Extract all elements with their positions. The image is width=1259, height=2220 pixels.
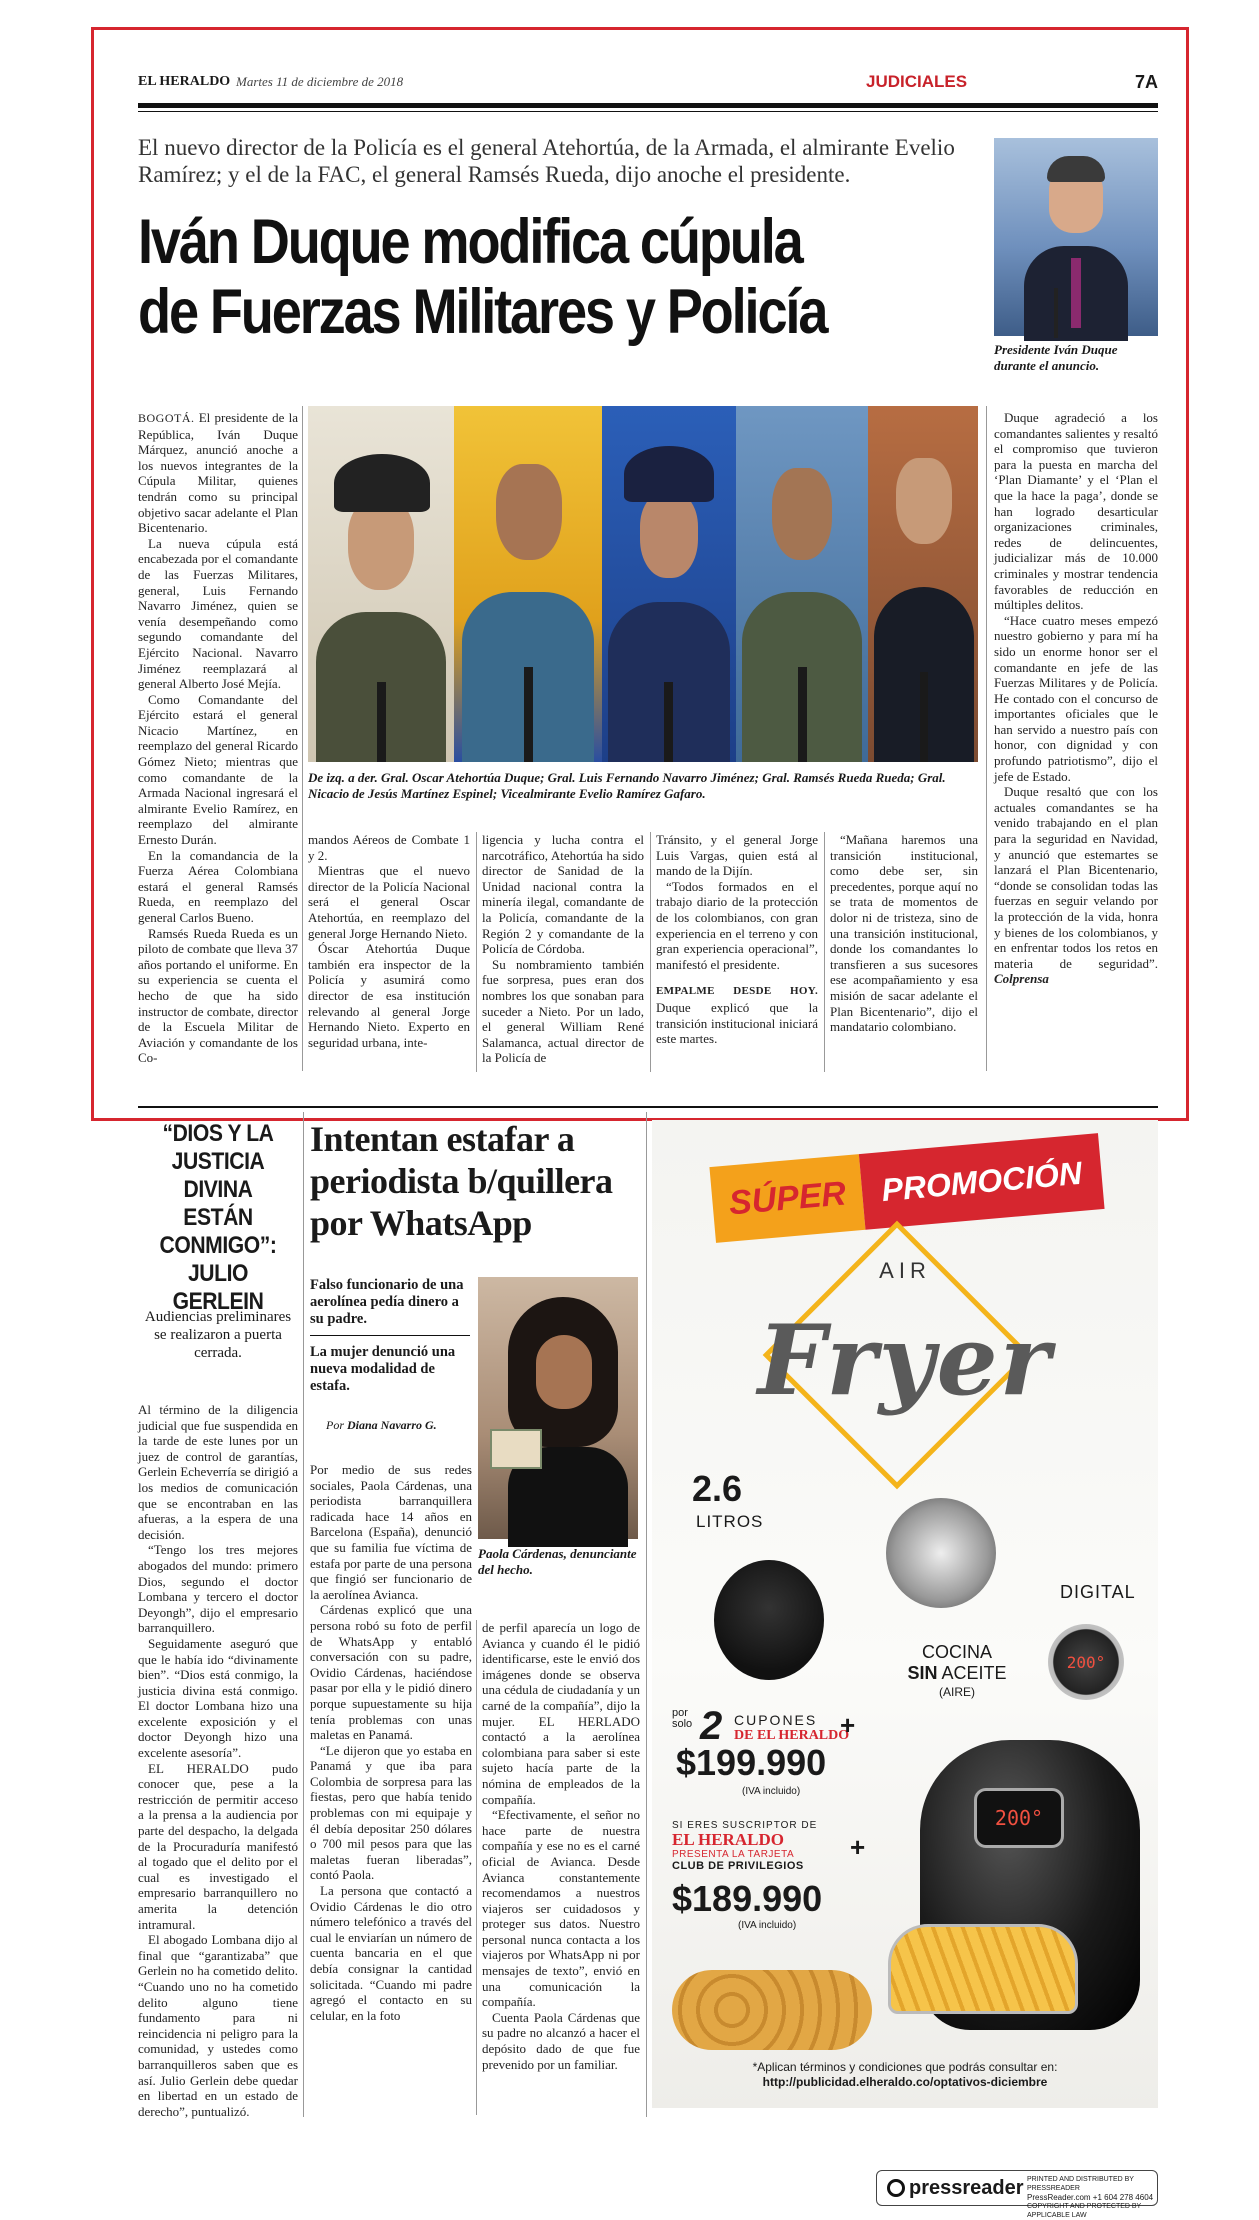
- paragraph: “Todos formados en el trabajo diario de la protección de los colombianos, con gran experiencia en el terreno y con gran experiencia operacional”, manifestó el presidente.: [656, 878, 818, 972]
- aceite-word: ACEITE: [941, 1663, 1007, 1683]
- pressreader-line: PRINTED AND DISTRIBUTED BY PRESSREADER: [1027, 2176, 1134, 2192]
- paragraph: Seguidamente aseguró que que le había ido “divinamente bien”. “Dios está conmigo, la justicia divina está conmigo. El doctor Lombana hizo una excelente exposición y el doctor Deyongh hizo una excelente asesoría”.: [138, 1635, 298, 1761]
- main-deck: El nuevo director de la Policía es el general Atehortúa, de la Armada, el almirante Evelio Ramírez; y el de la FAC, el general Ramsés Rueda, dijo anoche el presidente.: [138, 135, 955, 187]
- paper-name: EL HERALDO: [138, 74, 231, 89]
- president-photo-caption: Presidente Iván Duque durante el anuncio.: [994, 342, 1118, 373]
- coupon-offer: [672, 1704, 912, 1797]
- subscriber-offer: [672, 1820, 912, 1931]
- de-el-heraldo: DE EL HERALDO: [734, 1728, 850, 1743]
- por-word: por: [672, 1707, 688, 1719]
- estafa-deck: [310, 1277, 470, 1395]
- cocina-label: [882, 1642, 1032, 1700]
- aire-word: (AIRE): [939, 1685, 975, 1699]
- paragraph: Cuenta Paola Cárdenas que su padre no alcanzó a hacer el depósito dado de que fue prevenido por un familiar.: [482, 2009, 640, 2072]
- byline-prefix: Por: [326, 1418, 344, 1432]
- subscriber-line: SI ERES SUSCRIPTOR DE: [672, 1820, 818, 1831]
- paola-photo-caption: Paola Cárdenas, denunciante del hecho.: [478, 1546, 637, 1577]
- paragraph: mandos Aéreos de Combate 1 y 2.: [308, 832, 470, 863]
- iva-note: (IVA incluido): [742, 1786, 801, 1797]
- cocina-word: COCINA: [921, 1642, 992, 1662]
- paragraph: Cárdenas explicó que una persona robó su foto de perfil de WhatsApp y entabló conversación con su padre, Ovidio Cárdenas, haciéndose pasar por ella y le pidió dinero porque supuestamente su hija tenía problemas con unas maletas en Panamá.: [310, 1602, 472, 1743]
- club-line: CLUB DE PRIVILEGIOS: [672, 1860, 804, 1872]
- capacity-value: 2.6: [692, 1468, 743, 1509]
- section-name: JUDICIALES: [866, 72, 968, 91]
- estafa-headline: Intentan estafar a periodista b/quillera por WhatsApp: [310, 1119, 613, 1243]
- paragraph: Duque explicó que la transición institucional iniciará este martes.: [656, 999, 818, 1047]
- terms-link[interactable]: http://publicidad.elheraldo.co/optativos-diciembre: [762, 2075, 1048, 2089]
- column-rule: [303, 1112, 304, 2117]
- paragraph: Por medio de sus redes sociales, Paola Cárdenas, una periodista barranquillera radicada hace 14 años en Barcelona (España), denunció que su familia fue víctima de estafa por parte de una persona que fingió ser funcionario de la aerolínea Avianca.: [310, 1462, 472, 1602]
- pressreader-badge[interactable]: [876, 2170, 1158, 2219]
- paragraph: Su nombramiento también fue sorpresa, pues eran dos nombres los que sonaban para suceder a Nieto. Por un lado, el general William René Salamanca, actual director de la Policía de: [482, 956, 644, 1066]
- coupon-count: 2: [700, 1704, 723, 1748]
- pressreader-info: [1027, 2175, 1157, 2220]
- subhead: EMPALME DESDE HOY.: [656, 985, 818, 998]
- gerlein-deck: Audiencias preliminares se realizaron a puerta cerrada.: [144, 1309, 292, 1361]
- paragraph: La persona que contactó a Ovidio Cárdenas le dio otro número telefónico a través del cual le enviarían un número de cuenta bancaria en el que debía consignar la cantidad solicitada. “Cuando mi padre agregó el contacto en su celular, en la foto: [310, 1883, 472, 2023]
- paragraph: Mientras que el nuevo director de la Policía Nacional será el general Oscar Atehortúa, en reemplazo del general Jorge Hernando Nieto.: [308, 863, 470, 941]
- byline: [326, 1418, 476, 1433]
- headline-line-1: Iván Duque modifica cúpula: [138, 207, 802, 277]
- presenta-line: PRESENTA LA TARJETA: [672, 1849, 795, 1860]
- estafa-col-b: [482, 1620, 640, 2072]
- paragraph: ligencia y lucha contra el narcotráfico, Atehortúa ha sido director de Sanidad de la Unidad nacional contra la minería ilegal, comandante de la Policía, comandante de la Región 2 y comandante de la Policía de Córdoba.: [482, 832, 644, 957]
- paragraph: El abogado Lombana dijo al final que “garantizaba” que Gerlein no ha cometido delito. “Cuando uno no ha cometido delito alguno tiene fundamento para ni reincidencia ni peligro para la comunidad, y ustedes como barranquilleros saben que es así. Julio Gerlein debe quedar en libertad en un estado de derecho”, puntualizó.: [138, 1932, 298, 2119]
- signoff: Colprensa: [994, 971, 1049, 987]
- sin-word: SIN: [907, 1663, 938, 1683]
- price-subscriber: $189.990: [672, 1878, 823, 1919]
- fryer-screen: 200°: [974, 1788, 1064, 1848]
- paragraph: “Efectivamente, el señor no hace parte de nuestra compañía y ese no es el carné oficial de Avianca. Desde Avianca constantemente recomendamos a nuestros viajeros ser cuidadosos y proteger sus datos. Nuestro personal nunca contacta a los viajeros por WhatsApp ni por mensajes de texto”, envió en una comunicación la compañía.: [482, 1807, 640, 2010]
- terms-line: *Aplican términos y condiciones que podrás consultar en:: [752, 2060, 1058, 2074]
- highlight-frame: [91, 27, 1189, 1121]
- pressreader-line: COPYRIGHT AND PROTECTED BY APPLICABLE LAW: [1027, 2203, 1142, 2219]
- paragraph: Como Comandante del Ejército estará el general Nicacio Martínez, en reemplazo del general Ricardo Gómez Nieto; mientras que como comandante de la Armada Nacional ingresará el almirante Evelio Ramírez, en reemplazo del almirante Ernesto Durán.: [138, 691, 298, 848]
- page-number: 7A: [1134, 72, 1158, 92]
- section-divider: [138, 1106, 1158, 1108]
- paragraph: “Le dijeron que yo estaba en Panamá y que iba para Colombia de sorpresa para las fiestas, pero que había tenido problemas con mi equipaje y él debía depositar 250 dólares o 700 mil pesos para que las maletas fueran liberadas”, contó Paola.: [310, 1742, 472, 1883]
- headline-line-2: de Fuerzas Militares y Policía: [138, 277, 827, 347]
- paragraph: de perfil aparecía un logo de Avianca y cuando él le pidió identificarse, este le envió dos imágenes donde se observa una cédula de ciudadanía y un carné de la compañía”, dijo la mujer. EL HERLADO contactó a la aerolínea colombiana para saber si este sujeto hacía parte de la nómina de empleados de la compañía.: [482, 1620, 640, 1807]
- paola-photo: [478, 1277, 638, 1539]
- paragraph: Al término de la diligencia judicial que fue suspendida en la tarde de este lunes por un juez de control de garantías, Gerlein Echeverría se dirigió a los medios de comunicación que se encontraban en las afueras, a la espera de una decisión.: [138, 1402, 298, 1542]
- display-image: 200°: [1048, 1624, 1124, 1700]
- iva-note: (IVA incluido): [738, 1920, 797, 1931]
- dateline: BOGOTÁ.: [138, 411, 195, 425]
- basket-image: [714, 1560, 824, 1680]
- ad-air-label: AIR: [879, 1258, 931, 1283]
- plus-sign: +: [850, 1832, 866, 1862]
- el-heraldo-logo: EL HERALDO: [672, 1830, 784, 1849]
- pressreader-logo: [887, 2177, 1024, 2200]
- paragraph: “Mañana haremos una transición institucional, como debe ser, sin precedentes, porque aquí no se trata de momentos de dolor ni de tristeza, sino de una transición institucional, donde los comandantes lo transfieren a sus sucesores ese acompañamiento y esa misión de sacar adelante el Plan Bicentenario”, dijo el mandatario colombiano.: [830, 832, 978, 1035]
- handle-image: [886, 1498, 996, 1608]
- promo-left: SÚPER: [709, 1154, 865, 1243]
- paragraph: “Tengo los tres mejores abogados del mundo: primero Dios, segundo el doctor Lombana y tercero el doctor Deyongh”, dijo el empresario barranquillero.: [138, 1542, 298, 1636]
- paragraph: Duque agradeció a los comandantes salientes y resaltó el compromiso que tuvieron para la puesta en marcha del ‘Plan Diamante’ y el ‘Plan el que la hace la paga’, donde se han logrado desarticular organizaciones criminales, redes de delincuentes, judicializar más de 10.000 criminales y mostrar tendencia favorables de reducción en múltiples delitos.: [994, 410, 1158, 613]
- commanders-photo-caption: De izq. a der. Gral. Oscar Atehortúa Duque; Gral. Luis Fernando Navarro Jiménez; Gral. Ramsés Rueda Rueda; Gral. Nicacio de Jesús Martínez Espinel; Vicealmirante Evelio Ramírez Gafaro.: [308, 770, 946, 801]
- promo-banner: [709, 1133, 1104, 1243]
- gerlein-body: [138, 1402, 298, 2119]
- promo-right: PROMOCIÓN: [859, 1133, 1105, 1230]
- column-rule: [646, 1112, 647, 2117]
- pressreader-brand: pressreader: [909, 2177, 1024, 2199]
- deck-line: Falso funcionario de una aerolínea pedía dinero a su padre.: [310, 1277, 464, 1327]
- deck-line: La mujer denunció una nueva modalidad de estafa.: [310, 1344, 456, 1394]
- capacity-unit: LITROS: [696, 1512, 764, 1531]
- terms-text: [652, 2060, 1158, 2090]
- column-rule: [476, 1620, 477, 2115]
- paragraph: “Hace cuatro meses empezó nuestro gobierno y para mí ha sido un enorme honor ser el comandante en jefe de las Fuerzas Militares y de Policía. He contado con el concurso de importantes oficiales que le han servido a nuestro país con honor, con dignidad y con profundo patriotismo”, dijo el jefe de Estado.: [994, 612, 1158, 784]
- plus-sign: +: [840, 1710, 856, 1740]
- paragraph: Tránsito, y el general Jorge Luis Vargas, quien está al mando de la Dijín.: [656, 832, 818, 879]
- pressreader-icon: [887, 2179, 905, 2197]
- price-coupon: $199.990: [676, 1742, 827, 1783]
- pressreader-line: PressReader.com +1 604 278 4604: [1027, 2193, 1154, 2202]
- byline-name: Diana Navarro G.: [347, 1418, 437, 1432]
- croquettes-image: [672, 1970, 872, 2050]
- ad-fryer-label: Fryer: [757, 1304, 1053, 1417]
- solo-word: solo: [672, 1718, 693, 1730]
- issue-date: Martes 11 de diciembre de 2018: [236, 74, 404, 89]
- paragraph: El presidente de la República, Iván Duque Márquez, anunció anoche a los nuevos integrantes de la Cúpula Militar, quienes tendrán como su principal objetivo sacar adelante el Plan Bicentenario.: [138, 410, 298, 536]
- paragraph: En la comandancia de la Fuerza Aérea Colombiana estará el general Ramsés Rueda, en reemplazo del general Carlos Bueno.: [138, 847, 298, 925]
- paragraph: EL HERALDO pudo conocer que, pese a la restricción de permitir acceso a la prensa a la audiencia por parte del despacho, la delgada de la Procuraduría manifestó al togado que el delito por el cual es investigado el empresario barranquillero no amerita la detención intramural.: [138, 1760, 298, 1932]
- paragraph: Óscar Atehortúa Duque también era inspector de la Policía y asumirá como director de esa institución relevando al general Jorge Hernando Nieto. Experto en seguridad urbana, inte-: [308, 941, 470, 1050]
- paragraph: Duque resaltó que con los actuales comandantes se ha venido trabajando en el plan para la seguridad en Navidad, y anunció que estemartes se lanzará el Plan Bicentenario, “donde se consolidan todas las fuerzas en seguir velando por la protección de la vida, honra y bienes de los colombianos, y en enfrentar todos los retos en materia de seguridad”.: [994, 784, 1158, 971]
- estafa-col-a: [310, 1462, 472, 2023]
- air-fryer-ad: [652, 1120, 1158, 2108]
- gerlein-headline: “DIOS Y LA JUSTICIA DIVINA ESTÁN CONMIGO”: JULIO GERLEIN: [159, 1120, 277, 1315]
- paragraph: Ramsés Rueda Rueda es un piloto de combate que lleva 37 años portando el uniforme. En su experiencia se cuenta el hecho de que ha sido instructor de combate, director de la Escuela Militar de Aviación y comandante de los Co-: [138, 925, 298, 1066]
- cupones-word: CUPONES: [734, 1712, 818, 1728]
- fries-image: [888, 1924, 1078, 2014]
- paragraph: La nueva cúpula está encabezada por el comandante de las Fuerzas Militares, general, Luis Fernando Navarro Jiménez, quien se venía desempeñando como segundo comandante del Ejército Nacional. Navarro Jiménez reemplazará al general Alberto José Mejía.: [138, 535, 298, 692]
- digital-label: DIGITAL: [1060, 1582, 1136, 1602]
